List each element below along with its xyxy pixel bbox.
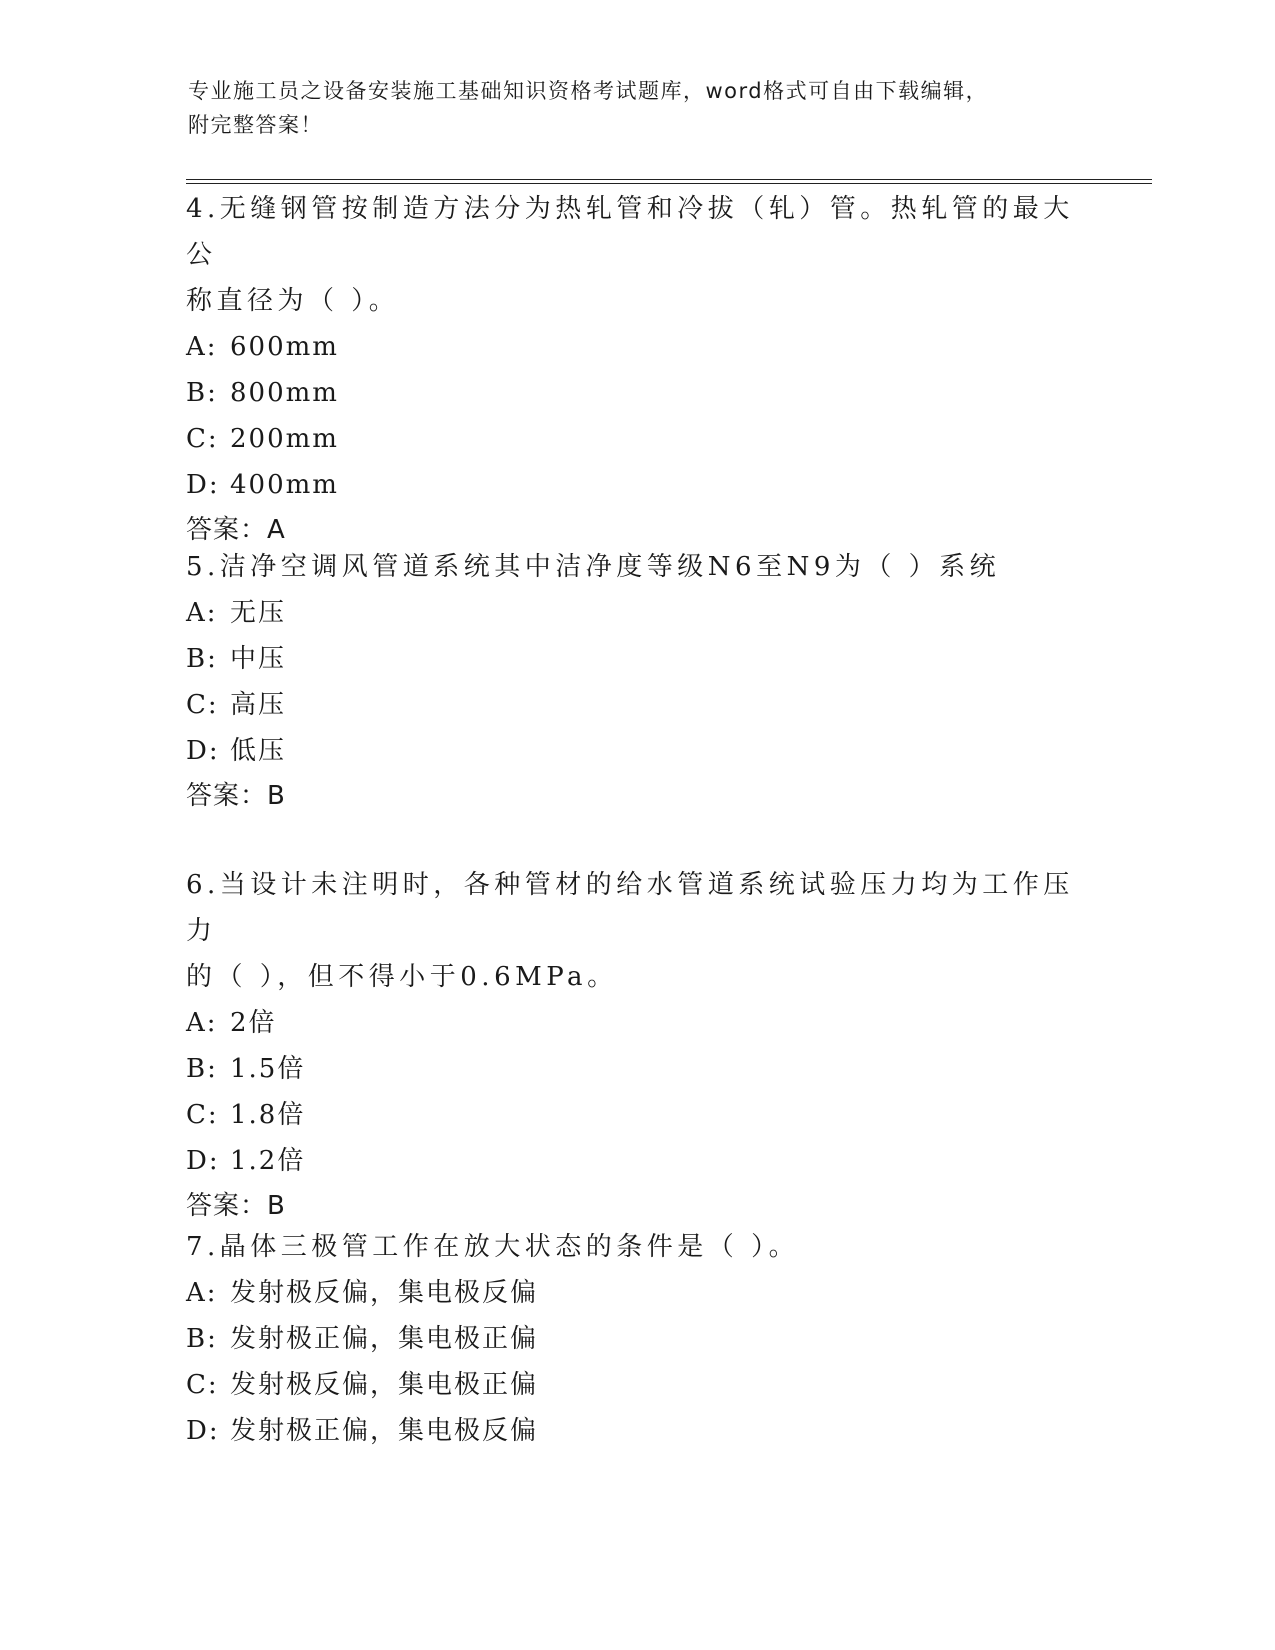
question-stem-line-1: 7.晶体三极管工作在放大状态的条件是（ ）。: [186, 1232, 800, 1262]
option-label: A:: [186, 598, 218, 628]
header-divider: [186, 179, 1152, 184]
question-5: [186, 544, 1086, 818]
question-stem-line-2: 的（ ），但不得小于0.6MPa。: [186, 962, 618, 992]
option-c: [186, 416, 1086, 462]
option-label: D:: [186, 470, 220, 500]
option-text: 600mm: [230, 332, 339, 362]
question-4: [186, 186, 1086, 552]
option-b: [186, 370, 1086, 416]
option-label: C:: [186, 424, 219, 454]
question-stem-line-2: 称直径为（ ）。: [186, 286, 400, 316]
option-label: A:: [186, 1008, 218, 1038]
option-text: 200mm: [230, 424, 339, 454]
option-a: [186, 1000, 1086, 1046]
answer: 答案：A: [186, 515, 286, 545]
option-d: [186, 728, 1086, 774]
option-a: [186, 590, 1086, 636]
option-text: 1.2倍: [230, 1146, 306, 1176]
option-text: 1.5倍: [230, 1054, 306, 1084]
option-text: 1.8倍: [230, 1100, 306, 1130]
option-a: [186, 324, 1086, 370]
option-text: 发射极正偏，集电极正偏: [230, 1324, 539, 1354]
answer: 答案：B: [186, 781, 286, 811]
question-stem-line-1: 4.无缝钢管按制造方法分为热轧管和冷拔（轧）管。热轧管的最大公: [186, 194, 1074, 270]
option-b: [186, 636, 1086, 682]
question-stem-line-1: 5.洁净空调风管道系统其中洁净度等级N6至N9为（ ）系统: [186, 552, 1001, 582]
option-label: B:: [186, 1054, 218, 1084]
question-7: [186, 1224, 1086, 1454]
option-d: [186, 1138, 1086, 1184]
option-text: 发射极反偏，集电极反偏: [230, 1278, 539, 1308]
option-text: 无压: [230, 598, 287, 628]
question-6: [186, 862, 1086, 1228]
option-label: D:: [186, 1146, 220, 1176]
option-text: 高压: [230, 690, 287, 720]
option-label: C:: [186, 1100, 219, 1130]
option-text: 低压: [230, 736, 287, 766]
question-stem-line-1: 6.当设计未注明时，各种管材的给水管道系统试验压力均为工作压力: [186, 870, 1074, 946]
option-c: [186, 682, 1086, 728]
answer: 答案：B: [186, 1191, 286, 1221]
option-label: D:: [186, 1416, 220, 1446]
option-label: A:: [186, 332, 218, 362]
option-text: 中压: [230, 644, 287, 674]
option-b: [186, 1046, 1086, 1092]
option-c: [186, 1092, 1086, 1138]
option-label: C:: [186, 1370, 219, 1400]
option-text: 2倍: [230, 1008, 277, 1038]
option-text: 发射极正偏，集电极反偏: [230, 1416, 539, 1446]
option-label: B:: [186, 378, 218, 408]
option-a: [186, 1270, 1086, 1316]
header-line-1: 专业施工员之设备安装施工基础知识资格考试题库，word格式可自由下载编辑，: [188, 79, 989, 103]
option-c: [186, 1362, 1086, 1408]
option-b: [186, 1316, 1086, 1362]
option-label: B:: [186, 644, 218, 674]
option-label: D:: [186, 736, 220, 766]
option-d: [186, 462, 1086, 508]
option-text: 400mm: [230, 470, 339, 500]
option-label: A:: [186, 1278, 218, 1308]
option-d: [186, 1408, 1086, 1454]
option-label: B:: [186, 1324, 218, 1354]
option-text: 发射极反偏，集电极正偏: [230, 1370, 539, 1400]
option-text: 800mm: [230, 378, 339, 408]
option-label: C:: [186, 690, 219, 720]
document-header: [188, 74, 1088, 142]
header-line-2: 附完整答案！: [188, 113, 323, 137]
